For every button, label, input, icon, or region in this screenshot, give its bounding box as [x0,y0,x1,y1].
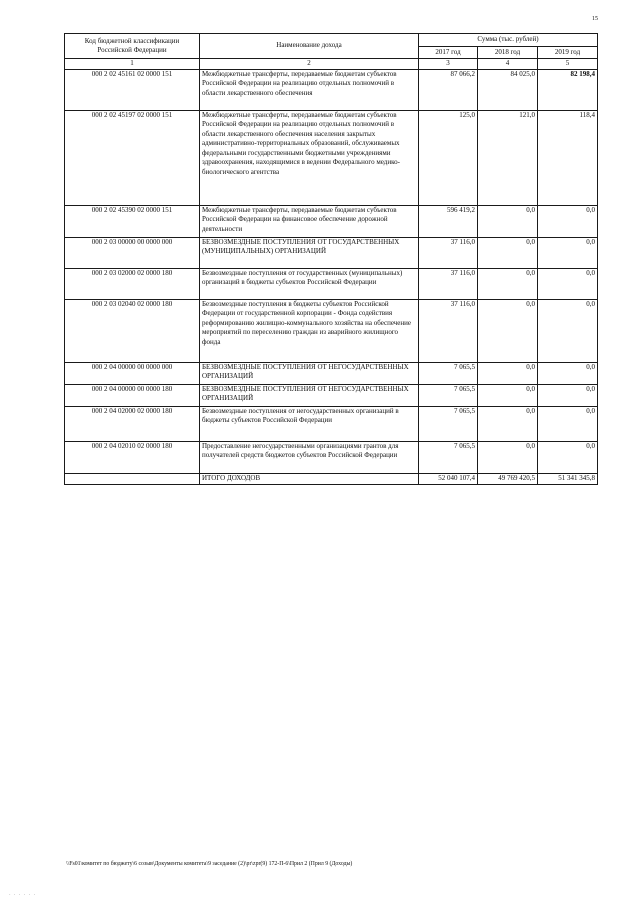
row-code: 000 2 03 00000 00 0000 000 [65,237,200,268]
row-2019: 0,0 [538,268,598,299]
row-code: 000 2 03 02000 02 0000 180 [65,268,200,299]
row-2017: 596 419,2 [419,205,478,237]
row-2017: 7 065,5 [419,384,478,406]
row-2018: 0,0 [478,205,538,237]
table-row [65,69,598,110]
row-2017: 37 116,0 [419,299,478,362]
row-2018: 121,0 [478,110,538,205]
row-2017: 37 116,0 [419,268,478,299]
table-row [65,237,598,268]
row-name: Межбюджетные трансферты, передаваемые бюджетам субъектов Российской Федерации на финансовое обеспечение дорожной деятельности [200,205,419,237]
row-name: Предоставление негосударственными организациями грантов для получателей средств бюджетов субъектов Российской Федерации [200,441,419,473]
row-2018: 84 025,0 [478,69,538,110]
row-2017: 87 066,2 [419,69,478,110]
row-2019: 0,0 [538,406,598,441]
row-code: 000 2 03 02040 02 0000 180 [65,299,200,362]
row-2017: 7 065,5 [419,441,478,473]
header-amount: Сумма (тыс. рублей) [419,34,598,47]
row-name: Безвозмездные поступления в бюджеты субъектов Российской Федерации от государственной корпорации - Фонда содействия реформированию жилищно-коммунального хозяйства на обеспечение мероприятий по переселению граждан из аварийного жилищного фонда [200,299,419,362]
row-2017: 37 116,0 [419,237,478,268]
page-number: 15 [592,16,598,22]
row-name: БЕЗВОЗМЕЗДНЫЕ ПОСТУПЛЕНИЯ ОТ ГОСУДАРСТВЕННЫХ (МУНИЦИПАЛЬНЫХ) ОРГАНИЗАЦИЙ [200,237,419,268]
row-code: 000 2 02 45197 02 0000 151 [65,110,200,205]
row-2017: 125,0 [419,110,478,205]
row-2019: 82 198,4 [538,69,598,110]
row-2018: 0,0 [478,268,538,299]
col-number-1: 1 [65,59,200,70]
row-2019: 0,0 [538,362,598,384]
row-name: Межбюджетные трансферты, передаваемые бюджетам субъектов Российской Федерации на реализацию отдельных полномочий в области лекарственного обеспечения [200,69,419,110]
row-2018: 0,0 [478,237,538,268]
table-row [65,268,598,299]
row-name: БЕЗВОЗМЕЗДНЫЕ ПОСТУПЛЕНИЯ ОТ НЕГОСУДАРСТВЕННЫХ ОРГАНИЗАЦИЙ [200,362,419,384]
row-2018: 0,0 [478,299,538,362]
row-2017: 7 065,5 [419,406,478,441]
row-name: БЕЗВОЗМЕЗДНЫЕ ПОСТУПЛЕНИЯ ОТ НЕГОСУДАРСТВЕННЫХ ОРГАНИЗАЦИЙ [200,384,419,406]
row-code: 000 2 02 45161 02 0000 151 [65,69,200,110]
row-2019: 0,0 [538,384,598,406]
row-2019: 0,0 [538,299,598,362]
row-code: 000 2 04 02010 02 0000 180 [65,441,200,473]
row-2019: 118,4 [538,110,598,205]
header-code: Код бюджетной классификации Российской Федерации [65,34,200,59]
row-code: 000 2 04 00000 00 0000 000 [65,362,200,384]
table-row [65,441,598,473]
table-row [65,406,598,441]
table-row [65,362,598,384]
col-number-5: 5 [538,59,598,70]
table-row [65,384,598,406]
table-row [65,205,598,237]
row-2019: 0,0 [538,441,598,473]
row-2018: 0,0 [478,441,538,473]
revenue-table [64,33,598,485]
scan-artifact: · · · · · · [9,893,37,898]
total-label: ИТОГО ДОХОДОВ [200,473,419,484]
total-2019: 51 341 345,8 [538,473,598,484]
row-name: Межбюджетные трансферты, передаваемые бюджетам субъектов Российской Федерации на реализацию отдельных полномочий в области лекарственного обеспечения населения закрытых административно-территориальных образований, обслуживаемых федеральными государственными бюджетными учреждениями здравоохранения, находящимися в ведении Федерального медико-биологического агентства [200,110,419,205]
header-name: Наименование дохода [200,34,419,59]
col-number-2: 2 [200,59,419,70]
row-2019: 0,0 [538,237,598,268]
row-code: 000 2 02 45390 02 0000 151 [65,205,200,237]
row-name: Безвозмездные поступления от негосударственных организаций в бюджеты субъектов Российской Федерации [200,406,419,441]
total-empty-cell [65,473,200,484]
total-row [65,473,598,484]
file-path-footer: \\Fs01\комитет по бюджету\6 созыв\Документы комитета\9 заседание (2)\pr\zpr(9) 172-П-6\Прил 2 (Прил 9 (Доходы) [66,861,353,867]
row-2017: 7 065,5 [419,362,478,384]
col-number-4: 4 [478,59,538,70]
col-number-3: 3 [419,59,478,70]
total-2017: 52 040 107,4 [419,473,478,484]
header-year-2017: 2017 год [419,47,478,59]
total-2018: 49 769 420,5 [478,473,538,484]
row-2019: 0,0 [538,205,598,237]
row-code: 000 2 04 00000 00 0000 180 [65,384,200,406]
row-code: 000 2 04 02000 02 0000 180 [65,406,200,441]
row-name: Безвозмездные поступления от государственных (муниципальных) организаций в бюджеты субъектов Российской Федерации [200,268,419,299]
header-year-2018: 2018 год [478,47,538,59]
row-2018: 0,0 [478,406,538,441]
row-2018: 0,0 [478,362,538,384]
row-2018: 0,0 [478,384,538,406]
table-row [65,110,598,205]
table-row [65,299,598,362]
header-year-2019: 2019 год [538,47,598,59]
